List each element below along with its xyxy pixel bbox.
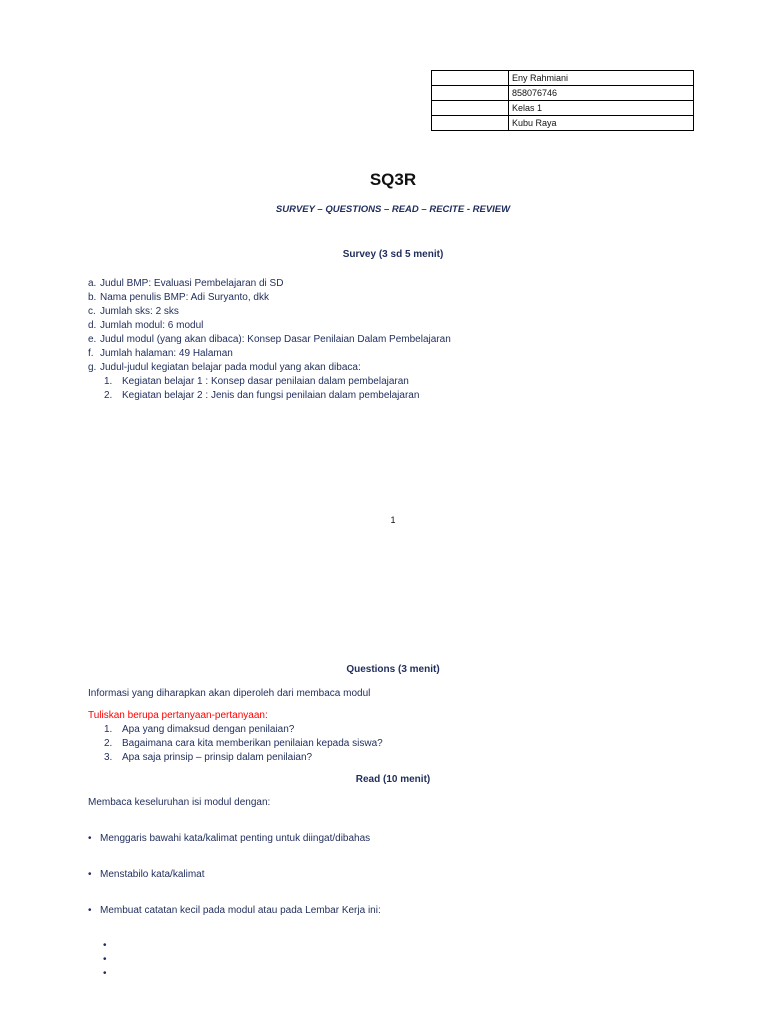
questions-intro: Informasi yang diharapkan akan diperoleh dari membaca modul bbox=[88, 688, 371, 699]
identity-row bbox=[432, 101, 694, 116]
questions-instruction: Tuliskan berupa pertanyaan-pertanyaan: bbox=[88, 710, 268, 721]
list-item: • Membuat catatan kecil pada modul atau pada Lembar Kerja ini: bbox=[88, 905, 381, 916]
questions-list bbox=[104, 723, 383, 765]
bullet-icon: • bbox=[103, 940, 107, 951]
identity-row bbox=[432, 71, 694, 86]
identity-table bbox=[431, 70, 694, 131]
student-id: 858076746 bbox=[509, 86, 694, 101]
bullet-icon: • bbox=[88, 869, 92, 880]
read-intro: Membaca keseluruhan isi modul dengan: bbox=[88, 797, 271, 808]
survey-list bbox=[88, 277, 451, 403]
bullet-icon: • bbox=[103, 968, 107, 979]
student-name: Eny Rahmiani bbox=[509, 71, 694, 86]
page-number: 1 bbox=[390, 515, 396, 525]
list-item: e. Judul modul (yang akan dibaca): Konsep Dasar Penilaian Dalam Pembelajaran bbox=[88, 334, 451, 345]
list-item: 1. Apa yang dimaksud dengan penilaian? bbox=[104, 724, 295, 735]
list-item: b. Nama penulis BMP: Adi Suryanto, dkk bbox=[88, 292, 269, 303]
bullet-icon: • bbox=[88, 833, 92, 844]
bullet-icon: • bbox=[88, 905, 92, 916]
student-class: Kelas 1 bbox=[509, 101, 694, 116]
list-item: • Menggaris bawahi kata/kalimat penting untuk diingat/dibahas bbox=[88, 833, 371, 844]
list-item: f. Jumlah halaman: 49 Halaman bbox=[88, 348, 233, 359]
identity-row bbox=[432, 86, 694, 101]
list-item: 3. Apa saja prinsip – prinsip dalam penilaian? bbox=[104, 752, 313, 763]
list-item: g. Judul-judul kegiatan belajar pada modul yang akan dibaca: bbox=[88, 362, 361, 373]
list-item: d. Jumlah modul: 6 modul bbox=[88, 320, 204, 331]
bullet-icon: • bbox=[103, 954, 107, 965]
list-item: c. Jumlah sks: 2 sks bbox=[88, 306, 179, 317]
survey-heading: Survey (3 sd 5 menit) bbox=[342, 249, 444, 260]
student-region: Kubu Raya bbox=[509, 116, 694, 131]
empty-notes-list bbox=[103, 939, 107, 981]
list-item: 1. Kegiatan belajar 1 : Konsep dasar penilaian dalam pembelajaran bbox=[104, 376, 409, 387]
list-item: 2. Bagaimana cara kita memberikan penilaian kepada siswa? bbox=[104, 738, 383, 749]
read-heading: Read (10 menit) bbox=[355, 774, 431, 785]
list-item: 2. Kegiatan belajar 2 : Jenis dan fungsi penilaian dalam pembelajaran bbox=[104, 390, 420, 401]
identity-row bbox=[432, 116, 694, 131]
document-title: SQ3R bbox=[369, 170, 417, 189]
questions-heading: Questions (3 menit) bbox=[346, 664, 440, 675]
list-item: • Menstabilo kata/kalimat bbox=[88, 869, 205, 880]
document-subtitle: SURVEY – QUESTIONS – READ – RECITE - REVIEW bbox=[275, 204, 511, 215]
list-item: a. Judul BMP: Evaluasi Pembelajaran di SD bbox=[88, 278, 284, 289]
